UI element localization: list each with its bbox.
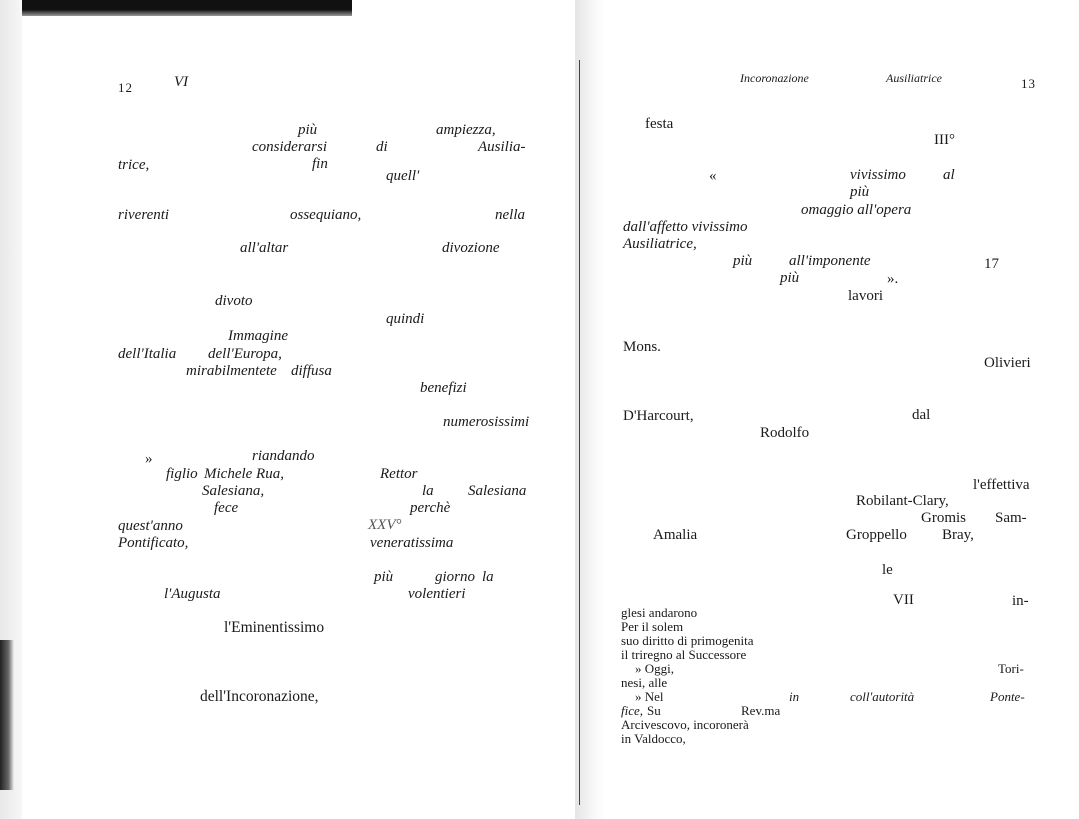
page-number: 12 xyxy=(118,80,133,95)
text-fragment: III° xyxy=(934,132,955,148)
text-fragment: dell'Europa, xyxy=(208,346,282,362)
text-fragment: » xyxy=(145,451,153,467)
right-page xyxy=(575,0,1079,819)
text-fragment: Per il solem xyxy=(621,619,684,634)
text-fragment: figlio xyxy=(166,466,198,482)
text-fragment: Ausiliatrice, xyxy=(623,236,697,252)
text-fragment: la xyxy=(422,483,434,499)
text-fragment: Olivieri xyxy=(984,355,1031,371)
text-fragment: più xyxy=(733,253,753,269)
text-fragment: quindi xyxy=(386,311,425,327)
text-fragment: dall'affetto vivissimo xyxy=(623,219,748,235)
text-fragment: Groppello xyxy=(846,527,907,543)
scan-top-band xyxy=(22,0,352,16)
text-fragment: più xyxy=(780,270,800,286)
text-fragment: nesi, alle xyxy=(621,675,668,690)
text-fragment: Rettor xyxy=(380,466,418,482)
text-fragment: la xyxy=(482,569,494,585)
text-fragment: volentieri xyxy=(408,586,466,602)
text-fragment: trice, xyxy=(118,157,150,173)
text-fragment: Michele Rua, xyxy=(204,466,284,482)
text-fragment: Su xyxy=(647,703,661,718)
text-fragment: Sam- xyxy=(995,510,1027,526)
text-fragment: coll'autorità xyxy=(850,689,915,704)
text-fragment: nella xyxy=(495,207,525,223)
text-fragment: Immagine xyxy=(228,328,288,344)
text-fragment: glesi andarono xyxy=(621,605,698,620)
text-fragment: Salesiana xyxy=(468,483,527,499)
text-fragment: » Nel xyxy=(635,689,664,704)
gutter-line xyxy=(579,60,580,805)
text-fragment: Rev.ma xyxy=(741,703,781,718)
scan-edge-shadow xyxy=(0,640,14,790)
text-fragment: numerosissimi xyxy=(443,414,530,430)
running-head: VI xyxy=(174,74,189,90)
text-fragment: più xyxy=(374,569,394,585)
text-fragment: in Valdocco, xyxy=(621,731,686,746)
text-fragment: all'altar xyxy=(240,240,289,256)
page-number: 13 xyxy=(1021,76,1036,91)
text-fragment: dal xyxy=(912,407,931,423)
text-fragment: ampiezza, xyxy=(436,122,496,138)
text-fragment: ». xyxy=(887,271,899,287)
text-fragment: « xyxy=(709,168,717,184)
text-fragment: riverenti xyxy=(118,207,170,223)
text-fragment: più xyxy=(298,122,318,138)
text-fragment: giorno xyxy=(435,569,476,585)
text-fragment: Salesiana, xyxy=(202,483,265,499)
text-fragment: l'Eminentissimo xyxy=(224,619,325,636)
text-fragment: VII xyxy=(893,592,914,608)
text-fragment: più xyxy=(850,184,870,200)
text-fragment: D'Harcourt, xyxy=(623,408,694,424)
text-fragment: Robilant-Clary, xyxy=(856,493,949,509)
text-fragment: le xyxy=(882,562,893,578)
text-fragment: Tori- xyxy=(998,661,1024,676)
text-fragment: all'imponente xyxy=(789,253,871,269)
text-fragment: Bray, xyxy=(942,527,974,543)
text-fragment: Mons. xyxy=(623,339,661,355)
text-fragment: vivissimo xyxy=(850,167,906,183)
running-head: Ausiliatrice xyxy=(886,71,942,85)
text-fragment: » Oggi, xyxy=(635,661,674,676)
text-fragment: mirabilmentete xyxy=(186,363,277,379)
text-fragment: riandando xyxy=(252,448,315,464)
text-fragment: Arcivescovo, incoronerà xyxy=(621,717,749,732)
text-fragment: Pontificato, xyxy=(118,535,189,551)
text-fragment: omaggio all'opera xyxy=(801,202,912,218)
text-fragment: Gromis xyxy=(921,510,966,526)
text-fragment: Rodolfo xyxy=(760,425,810,441)
text-fragment: benefizi xyxy=(420,380,467,396)
text-fragment: Amalia xyxy=(653,527,698,543)
text-fragment: fece xyxy=(214,500,239,516)
text-fragment: l'Augusta xyxy=(164,586,221,602)
text-fragment: divoto xyxy=(215,293,253,309)
text-fragment: il triregno al Successore xyxy=(621,647,747,662)
text-fragment: di xyxy=(376,139,388,155)
text-fragment: veneratissima xyxy=(370,535,454,551)
text-fragment: al xyxy=(943,167,955,183)
text-fragment: 17 xyxy=(984,256,999,272)
text-fragment: ossequiano, xyxy=(290,207,362,223)
text-fragment: Ponte- xyxy=(990,689,1025,704)
text-fragment: Ausilia- xyxy=(478,139,526,155)
text-fragment: quell' xyxy=(386,168,420,184)
text-fragment: suo diritto di primogenita xyxy=(621,633,754,648)
text-fragment: festa xyxy=(645,116,674,132)
text-fragment: fice, xyxy=(621,703,644,718)
running-head: Incoronazione xyxy=(740,71,809,85)
text-fragment: dell'Incoronazione, xyxy=(200,688,319,705)
text-fragment: in xyxy=(789,689,800,704)
text-fragment: diffusa xyxy=(291,363,332,379)
text-fragment: considerarsi xyxy=(252,139,327,155)
text-fragment: in- xyxy=(1012,593,1029,609)
text-fragment: dell'Italia xyxy=(118,346,177,362)
text-fragment: perchè xyxy=(410,500,451,516)
text-fragment: fin xyxy=(312,156,328,172)
text-fragment: quest'anno xyxy=(118,518,183,534)
text-fragment: l'effettiva xyxy=(973,477,1030,493)
text-fragment: XXV° xyxy=(368,517,402,533)
text-fragment: divozione xyxy=(442,240,500,256)
text-fragment: lavori xyxy=(848,288,883,304)
